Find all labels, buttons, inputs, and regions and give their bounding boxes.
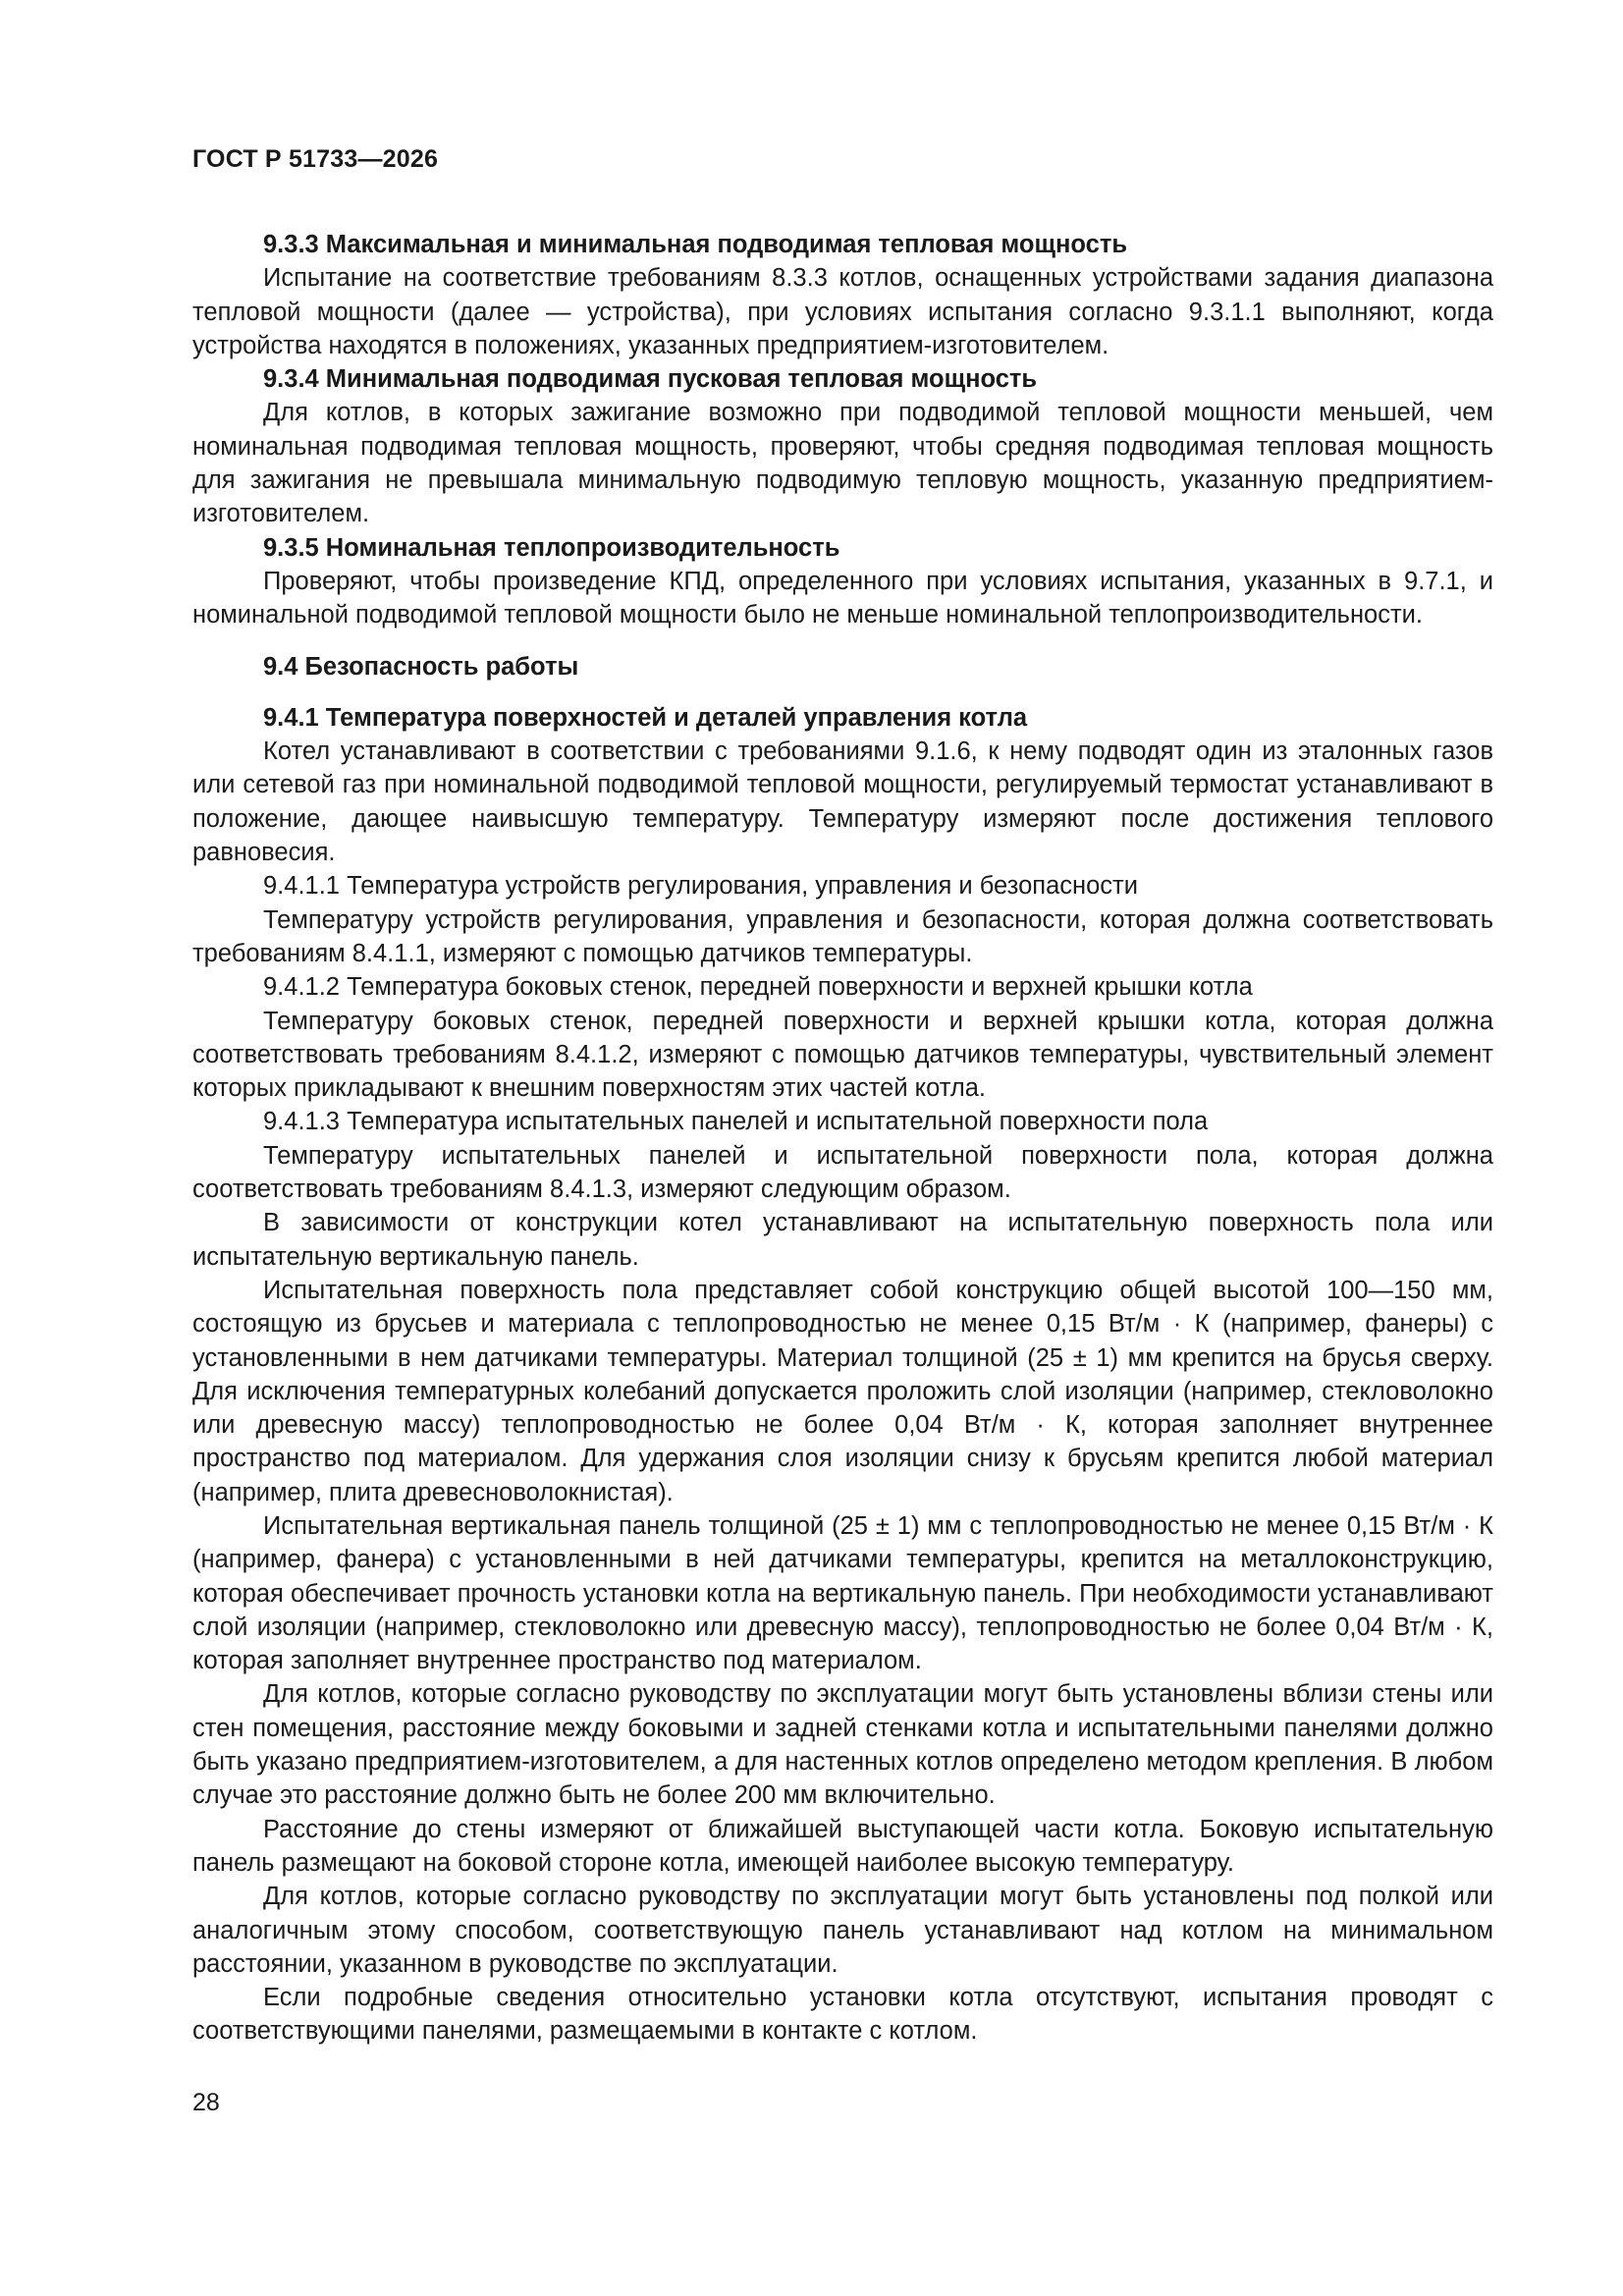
paragraph: Температуру устройств регулирования, управления и безопасности, которая должна соответствовать требованиям 8.4.1.1, измеряют с помощью датчиков температуры.: [192, 905, 1493, 967]
paragraph: Расстояние до стены измеряют от ближайшей выступающей части котла. Боковую испытательную панель размещают на боковой стороне котла, имеющей наиболее высокую температуру.: [192, 1815, 1493, 1877]
section-heading: 9.4.1 Температура поверхностей и деталей управления котла: [263, 703, 1028, 732]
paragraph: Котел устанавливают в соответствии с требованиями 9.1.6, к нему подводят один из эталонных газов или сетевой газ при номинальной подводимой тепловой мощности, регулируемый термостат устанавливают в положение, дающее наивысшую температуру. Температуру измеряют после достижения теплового равновесия.: [192, 738, 1493, 867]
section-heading: 9.4 Безопасность работы: [263, 652, 579, 681]
paragraph: В зависимости от конструкции котел устанавливают на испытательную поверхность пола или испытательную вертикальную панель.: [192, 1209, 1493, 1271]
section-heading: 9.3.5 Номинальная теплопроизводительность: [263, 533, 840, 562]
paragraph: Для котлов, которые согласно руководству по эксплуатации могут быть установлены под полкой или аналогичным этому способом, соответствующую панель устанавливают над котлом на минимальном расстоянии, указанном в руководстве по эксплуатации.: [192, 1883, 1493, 1978]
paragraph: Температуру боковых стенок, передней поверхности и верхней крышки котла, которая должна соответствовать требованиям 8.4.1.2, измеряют с помощью датчиков температуры, чувствительный элемент которых прикладывают к внешним поверхностям этих частей котла.: [192, 1007, 1493, 1103]
paragraph: 9.4.1.2 Температура боковых стенок, передней поверхности и верхней крышки котла: [263, 973, 1253, 1002]
document-header: ГОСТ Р 51733—2026: [192, 145, 439, 173]
paragraph: Если подробные сведения относительно установки котла отсутствуют, испытания проводят с соответствующими панелями, размещаемыми в контакте с котлом.: [192, 1984, 1493, 2046]
paragraph: Для котлов, которые согласно руководству по эксплуатации могут быть установлены вблизи стены или стен помещения, расстояние между боковыми и задней стенками котла и испытательными панелями должно быть указано предприятием-изготовителем, а для настенных котлов определено методом крепления. В любом случае это расстояние должно быть не более 200 мм включительно.: [192, 1680, 1493, 1810]
section-heading: 9.3.4 Минимальная подводимая пусковая тепловая мощность: [263, 365, 1038, 394]
paragraph: Для котлов, в которых зажигание возможно при подводимой тепловой мощности меньшей, чем номинальная подводимая тепловая мощность, проверяют, чтобы средняя подводимая тепловая мощность для зажигания не превышала минимальную подводимую тепловую мощность, указанную предприятием-изготовителем.: [192, 399, 1493, 528]
section-gap: [192, 683, 1493, 701]
paragraph: 9.4.1.3 Температура испытательных панелей и испытательной поверхности пола: [263, 1108, 1209, 1136]
paragraph: Испытательная поверхность пола представляет собой конструкцию общей высотой 100—150 мм, состоящую из брусьев и материала с теплопроводностью не менее 0,15 Вт/м · К (например, фанеры) с установленными в нем датчиками температуры. Материал толщиной (25 ± 1) мм крепится на брусья сверху. Для исключения температурных колебаний допускается проложить слой изоляции (например, стекловолокно или древесную массу) теплопроводностью не более 0,04 Вт/м · К, которая заполняет внутреннее пространство под материалом. Для удержания слоя изоляции снизу к брусьям крепится любой материал (например, плита древесноволокнистая).: [192, 1276, 1493, 1506]
section-gap: [192, 632, 1493, 650]
paragraph: Испытание на соответствие требованиям 8.3.3 котлов, оснащенных устройствами задания диапазона тепловой мощности (далее — устройства), при условиях испытания согласно 9.3.1.1 выполняют, когда устройства находятся в положениях, указанных предприятием-изготовителем.: [192, 264, 1493, 359]
document-body: [192, 228, 1493, 2049]
paragraph: 9.4.1.1 Температура устройств регулирования, управления и безопасности: [263, 872, 1138, 901]
paragraph: Температуру испытательных панелей и испытательной поверхности пола, которая должна соответствовать требованиям 8.4.1.3, измеряют следующим образом.: [192, 1141, 1493, 1204]
page-number: 28: [192, 2089, 220, 2116]
paragraph: Испытательная вертикальная панель толщиной (25 ± 1) мм с теплопроводностью не менее 0,15 Вт/м · К (например, фанера) с установленными в ней датчиками температуры, крепится на металлоконструкцию, которая обеспечивает прочность установки котла на вертикальную панель. При необходимости устанавливают слой изоляции (например, стекловолокно или древесную массу), теплопроводностью не более 0,04 Вт/м · К, которая заполняет внутреннее пространство под материалом.: [192, 1511, 1493, 1675]
paragraph: Проверяют, чтобы произведение КПД, определенного при условиях испытания, указанных в 9.7.1, и номинальной подводимой тепловой мощности было не меньше номинальной теплопроизводительности.: [192, 567, 1493, 629]
section-heading: 9.3.3 Максимальная и минимальная подводимая тепловая мощность: [263, 231, 1128, 258]
